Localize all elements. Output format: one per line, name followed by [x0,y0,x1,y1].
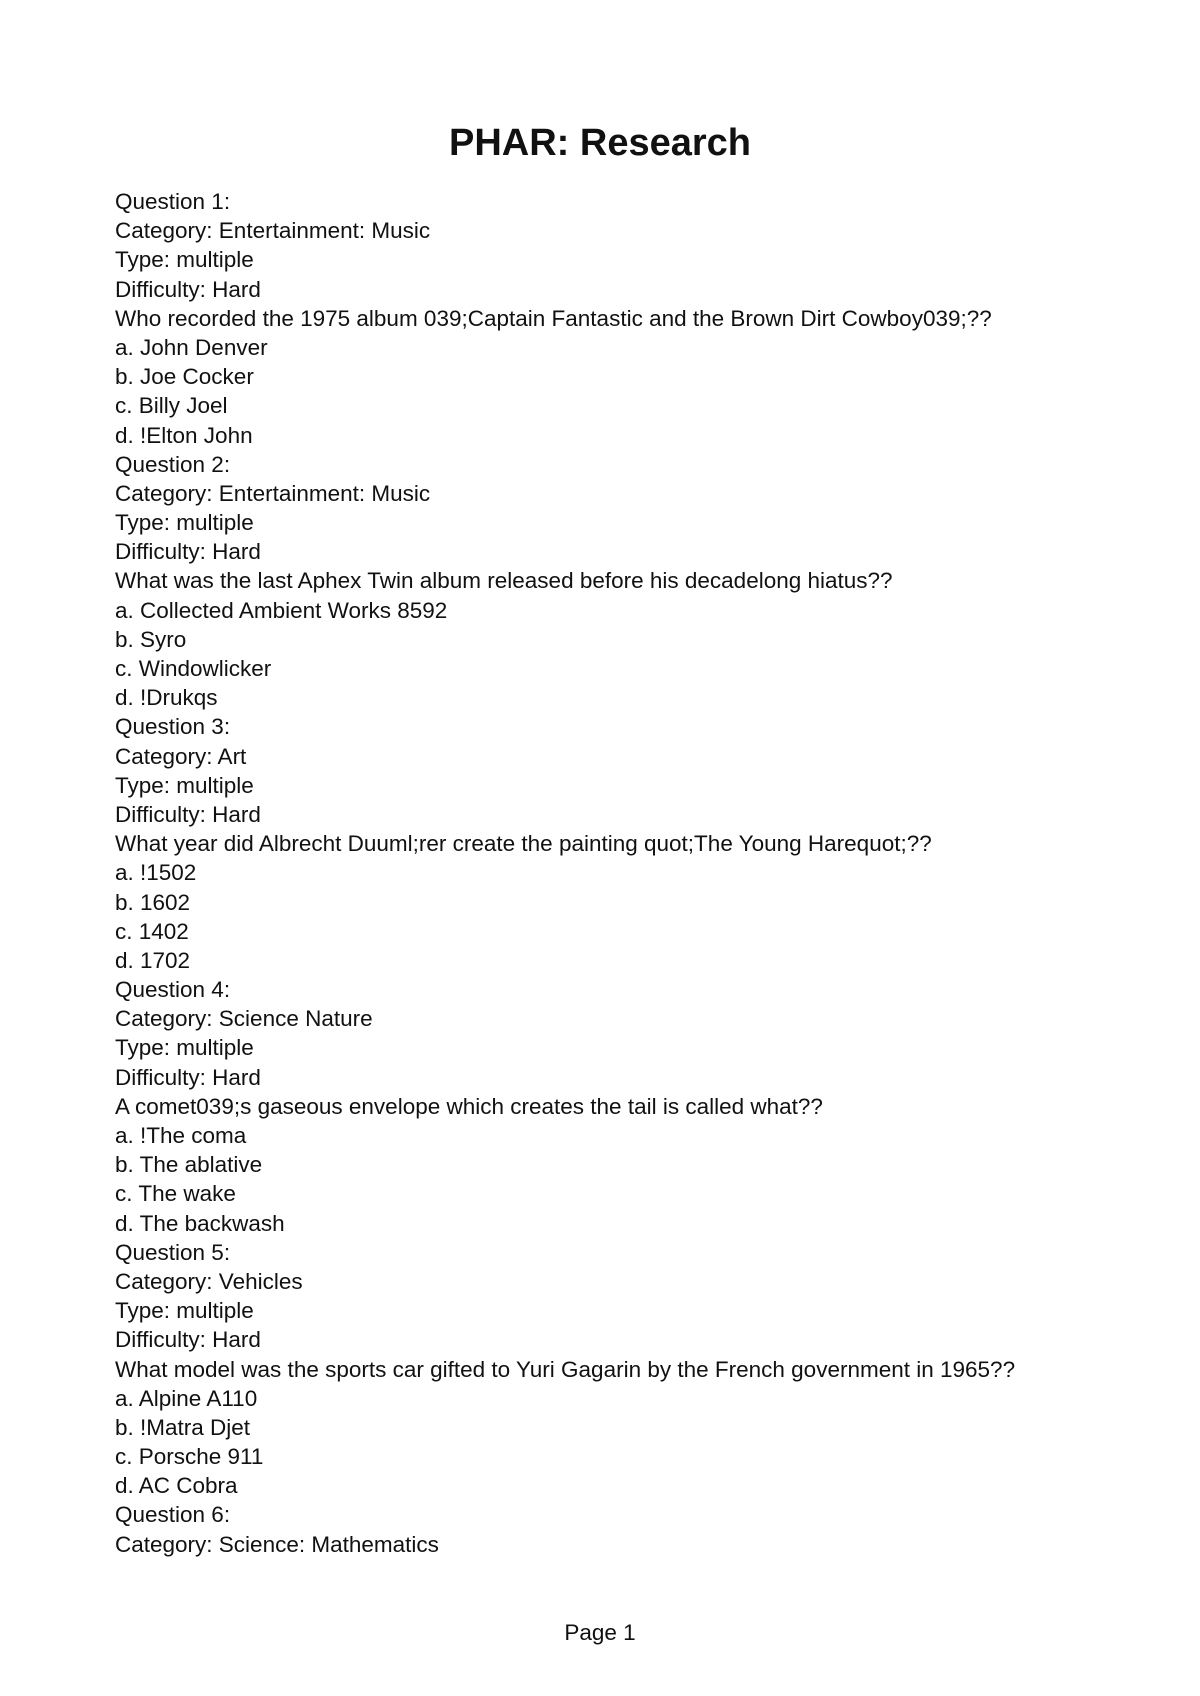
answer-option: c. 1402 [115,918,189,944]
question-5 [115,1238,1115,1501]
questions-list [115,187,1115,1559]
question-heading: Question 6: [115,1502,231,1528]
question-type: Type: multiple [115,1298,254,1324]
answer-option: a. John Denver [115,334,268,360]
answer-option: c. Windowlicker [115,656,272,681]
question-difficulty: Difficulty: Hard [115,276,261,302]
question-type: Type: multiple [115,772,254,798]
question-category: Category: Art [115,743,247,769]
question-type: Type: multiple [115,510,254,536]
answer-option: d. 1702 [115,947,191,973]
question-type: Type: multiple [115,247,254,273]
answer-option: a. !1502 [115,860,197,886]
answer-option: a. Collected Ambient Works 8592 [115,597,448,623]
question-heading: Question 3: [115,714,231,740]
page-title: PHAR: Research [449,122,751,164]
question-difficulty: Difficulty: Hard [115,539,261,565]
question-4 [115,975,1115,1238]
question-difficulty: Difficulty: Hard [115,1064,261,1090]
question-text: A comet039;s gaseous envelope which creates the tail is called what?? [115,1093,823,1119]
answer-option: b. Syro [115,626,187,652]
question-text: What model was the sports car gifted to Yuri Gagarin by the French government in 1965?? [115,1356,1016,1382]
answer-option: a. !The coma [115,1123,247,1148]
question-category: Category: Science Nature [115,1006,373,1032]
question-heading: Question 1: [115,189,231,214]
question-difficulty: Difficulty: Hard [115,1327,261,1353]
answer-option: a. Alpine A110 [115,1385,258,1411]
question-text: What was the last Aphex Twin album released before his decadelong hiatus?? [115,568,893,594]
question-difficulty: Difficulty: Hard [115,801,261,827]
question-3 [115,712,1115,975]
question-2 [115,450,1115,713]
answer-option: d. !Elton John [115,422,253,448]
answer-option: c. The wake [115,1181,236,1207]
question-text: What year did Albrecht Duuml;rer create the painting quot;The Young Harequot;?? [115,831,932,857]
answer-option: b. !Matra Djet [115,1414,251,1440]
question-category: Category: Vehicles [115,1268,303,1294]
question-text: Who recorded the 1975 album 039;Captain Fantastic and the Brown Dirt Cowboy039;?? [115,305,992,331]
answer-option: b. Joe Cocker [115,364,254,390]
question-6 [115,1500,1115,1558]
question-heading: Question 2: [115,451,231,477]
question-type: Type: multiple [115,1035,254,1061]
question-heading: Question 4: [115,977,231,1003]
answer-option: c. Porsche 911 [115,1444,264,1470]
question-category: Category: Entertainment: Music [115,480,431,506]
answer-option: c. Billy Joel [115,393,228,419]
answer-option: b. The ablative [115,1152,263,1178]
answer-option: d. !Drukqs [115,685,218,711]
answer-option: d. AC Cobra [115,1473,238,1499]
answer-option: d. The backwash [115,1210,285,1236]
question-1 [115,187,1115,450]
question-category: Category: Science: Mathematics [115,1531,439,1557]
question-category: Category: Entertainment: Music [115,218,431,244]
question-heading: Question 5: [115,1239,231,1265]
answer-option: b. 1602 [115,889,191,915]
page-number: Page 1 [564,1620,636,1645]
